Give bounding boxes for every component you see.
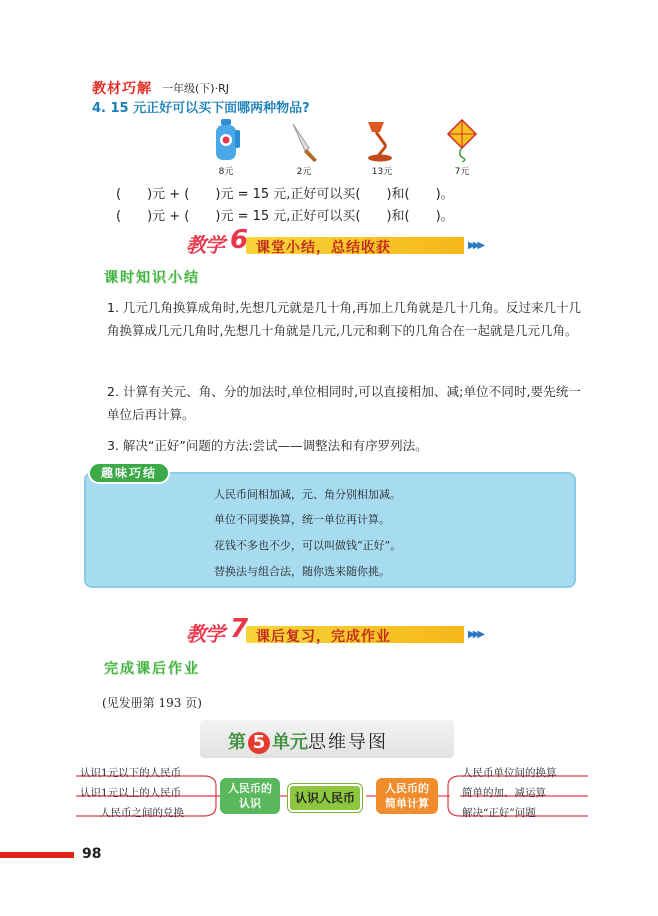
mindmap-right-item: 人民币单位间的换算 xyxy=(462,767,557,779)
section-banner-6 xyxy=(186,225,486,257)
homework-reference: (见发册第 193 页) xyxy=(102,696,202,710)
paragraph-text: 2. 计算有关元、角、分的加法时,单位相同时,可以直接相加、减;单位不同时,要先统一单位后再计算。 xyxy=(107,384,581,422)
item-price: 13元 xyxy=(371,167,393,177)
mindmap-center: 认识人民币 xyxy=(288,784,362,812)
mindmap-title-unit: 单元 xyxy=(272,732,308,753)
bottle-icon xyxy=(209,118,243,162)
header-subtitle: 一年级(下)·RJ xyxy=(162,82,229,95)
page-number: 98 xyxy=(82,846,102,862)
mindmap-right-item: 简单的加、减运算 xyxy=(462,787,546,799)
fill-line-1: ( )元 + ( )元 = 15 元,正好可以买( )和( )。 xyxy=(116,187,454,202)
item-knife xyxy=(274,118,334,177)
mindmap-right-node-label: 人民币的简单计算 xyxy=(385,782,429,810)
banner-arrows-icon: ▶▶▶ xyxy=(468,240,483,251)
item-price: 7元 xyxy=(454,167,470,177)
fun-tip-line: 单位不同要换算，统一单位再计算。 xyxy=(214,513,390,526)
mindmap-right-item: 解决“正好”问题 xyxy=(462,807,536,819)
mindmap-left-item: 人民币之间的兑换 xyxy=(100,807,184,819)
mindmap-left-item: 认识1元以下的人民币 xyxy=(80,767,182,779)
banner-number: 7 xyxy=(230,614,249,644)
fun-tip-line: 人民币间相加减，元、角分别相加减。 xyxy=(214,488,401,501)
homework-heading: 完成课后作业 xyxy=(104,661,200,677)
summary-heading: 课时知识小结 xyxy=(104,270,200,286)
mindmap-left-item: 认识1元以上的人民币 xyxy=(80,787,182,799)
mindmap-title xyxy=(228,728,388,754)
section-banner-7 xyxy=(186,614,486,646)
fun-tip-tag: 趣味巧结 xyxy=(88,462,170,484)
lamp-icon xyxy=(362,118,402,162)
mindmap-title-number: 5 xyxy=(248,732,270,754)
kite-icon xyxy=(445,118,479,162)
banner-label: 教学 xyxy=(186,622,224,646)
summary-paragraph-1 xyxy=(83,296,581,342)
paragraph-text: 3. 解决“正好”问题的方法:尝试——调整法和有序罗列法。 xyxy=(107,438,428,453)
item-bottle xyxy=(196,118,256,177)
header-brand: 教材巧解 xyxy=(92,81,152,97)
item-price: 8元 xyxy=(218,167,234,177)
fill-line-2: ( )元 + ( )元 = 15 元,正好可以买( )和( )。 xyxy=(116,209,454,224)
item-lamp xyxy=(352,118,412,177)
mindmap-left-node-label: 人民币的认识 xyxy=(228,782,272,810)
banner-arrows-icon: ▶▶▶ xyxy=(468,629,483,640)
mindmap-title-prefix: 第 xyxy=(228,732,246,753)
banner-title: 课后复习，完成作业 xyxy=(256,629,391,645)
mindmap-left-node xyxy=(220,778,280,814)
paragraph-text: 1. 几元几角换算成角时,先想几元就是几十角,再加上几角就是几十几角。反过来几十几角换算成几元几角时,先想几十角就是几元,几元和剩下的几角合在一起就是几元几角。 xyxy=(107,300,581,338)
fun-tip-line: 替换法与组合法，随你选来随你挑。 xyxy=(214,565,390,578)
knife-icon xyxy=(287,118,321,162)
banner-label: 教学 xyxy=(186,233,224,257)
item-price: 2元 xyxy=(296,167,312,177)
mindmap-right-node xyxy=(376,778,438,814)
item-kite xyxy=(432,118,492,177)
fun-tip-line: 花钱不多也不少，可以叫做钱“正好”。 xyxy=(214,539,402,552)
question-title: 4. 15 元正好可以买下面哪两种物品? xyxy=(92,101,310,116)
banner-number: 6 xyxy=(230,225,249,255)
summary-paragraph-2 xyxy=(83,380,581,426)
footer-bar xyxy=(0,852,74,858)
mindmap-title-suffix: 思维导图 xyxy=(308,732,388,753)
summary-paragraph-3 xyxy=(83,434,581,457)
banner-title: 课堂小结，总结收获 xyxy=(256,240,391,256)
